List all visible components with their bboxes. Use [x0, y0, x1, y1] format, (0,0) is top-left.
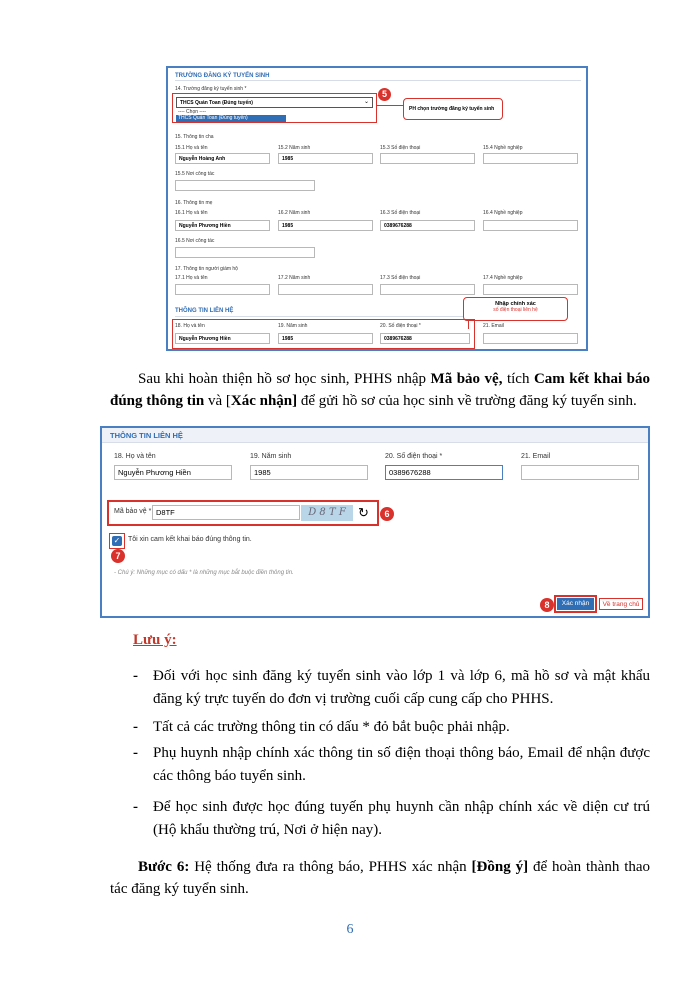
dropdown-option-selected[interactable]: THCS Quán Toan (Đúng tuyến) — [176, 115, 286, 122]
section-header-bar — [102, 428, 648, 443]
instruction-paragraph: Sau khi hoàn thiện hồ sơ học sinh, PHHS nhập Mã bảo vệ, tích Cam kết khai báo đúng thông tin và [Xác nhận] để gửi hồ sơ của học sinh về trường đăng ký tuyển sinh. — [110, 371, 650, 409]
contact-email-label: 21. Email — [521, 453, 551, 460]
contact-phone-input[interactable]: 0389676288 — [380, 333, 470, 344]
divider — [175, 316, 465, 317]
contact-email-input[interactable] — [483, 333, 578, 344]
mother-job-input[interactable] — [483, 220, 578, 231]
callout-phone-note: Nhập chính xác số điện thoại liên hệ — [463, 297, 568, 321]
father-work-input[interactable] — [175, 180, 315, 191]
guardian-year-input[interactable] — [278, 284, 373, 295]
callout-badge-7: 7 — [111, 549, 125, 563]
guardian-job-input[interactable] — [483, 284, 578, 295]
screenshot-form-family — [166, 66, 588, 351]
contact-name-input[interactable]: Nguyễn Phương Hiền — [114, 465, 232, 480]
callout-connector — [377, 105, 405, 106]
father-heading: 15. Thông tin cha — [175, 134, 214, 140]
captcha-input[interactable]: D8TF — [152, 505, 300, 520]
contact-year-input[interactable]: 1985 — [278, 333, 373, 344]
note-item: - Tất cả các trường thông tin có dấu * đỏ bắt buộc phải nhập. — [133, 719, 510, 735]
callout-badge-6: 6 — [380, 507, 394, 521]
contact-phone-label: 20. Số điện thoại * — [380, 323, 421, 329]
captcha-image: D 8 T F — [301, 505, 353, 521]
contact-email-label: 21. Email — [483, 323, 504, 329]
section-contact-heading: THÔNG TIN LIÊN HỆ — [175, 308, 234, 314]
captcha-label: Mã bảo vệ * — [114, 508, 152, 515]
callout-badge-5: 5 — [378, 88, 391, 101]
contact-phone-label: 20. Số điện thoại * — [385, 453, 443, 460]
required-note: - Chú ý: Những mục có dấu * là những mục bắt buộc điền thông tin. — [114, 570, 294, 576]
note-item: - Phụ huynh nhập chính xác thông tin số điện thoại thông báo, Email để nhận được các thông báo tuyển sinh. — [133, 745, 650, 784]
guardian-year-label: 17.2 Năm sinh — [278, 275, 311, 281]
note-item: - Để học sinh được học đúng tuyến phụ huynh cần nhập chính xác về diện cư trú (Hộ khẩu thường trú, Nơi ở hiện nay). — [133, 799, 650, 838]
school-select[interactable]: THCS Quán Toan (Đúng tuyến) — [176, 97, 373, 108]
contact-name-label: 18. Họ và tên — [175, 323, 205, 329]
step6-paragraph: Bước 6: Hệ thống đưa ra thông báo, PHHS xác nhận [Đồng ý] để hoàn thành thao tác đăng ký tuyển sinh. — [110, 859, 651, 897]
school-label: 14. Trường đăng ký tuyển sinh * — [175, 86, 247, 92]
page-number: 6 — [346, 922, 354, 937]
father-year-input[interactable]: 1985 — [278, 153, 373, 164]
mother-phone-input[interactable]: 0389676288 — [380, 220, 475, 231]
father-phone-input[interactable] — [380, 153, 475, 164]
guardian-phone-label: 17.3 Số điện thoại — [380, 275, 421, 281]
mother-name-label: 16.1 Họ và tên — [175, 210, 208, 216]
callout-badge-8: 8 — [540, 598, 554, 612]
dropdown-option[interactable]: ---- Chọn ---- — [178, 109, 207, 115]
commit-checkbox[interactable]: ✓ — [113, 536, 121, 545]
section-contact-heading: THÔNG TIN LIÊN HỆ — [110, 431, 183, 440]
contact-year-label: 19. Năm sinh — [278, 323, 308, 329]
father-job-input[interactable] — [483, 153, 578, 164]
mother-job-label: 16.4 Nghề nghiệp — [483, 210, 523, 216]
confirm-button[interactable]: Xác nhận — [557, 598, 594, 610]
guardian-name-label: 17.1 Họ và tên — [175, 275, 208, 281]
father-work-label: 15.5 Nơi công tác — [175, 171, 215, 177]
mother-name-input[interactable]: Nguyễn Phương Hiền — [175, 220, 270, 231]
commit-text[interactable]: Tôi xin cam kết khai báo đúng thông tin. — [128, 536, 252, 543]
mother-work-label: 16.5 Nơi công tác — [175, 238, 215, 244]
father-year-label: 15.2 Năm sinh — [278, 145, 311, 151]
guardian-heading: 17. Thông tin người giám hộ — [175, 266, 238, 272]
screenshot-contact-confirm — [100, 426, 650, 618]
chevron-down-icon[interactable]: ⌄ — [364, 99, 370, 105]
mother-year-label: 16.2 Năm sinh — [278, 210, 311, 216]
contact-phone-input[interactable]: 0389676288 — [385, 465, 503, 480]
section-school-heading: TRƯỜNG ĐĂNG KÝ TUYỂN SINH — [175, 73, 270, 79]
mother-phone-label: 16.3 Số điện thoại — [380, 210, 421, 216]
callout-select-school: PH chọn trường đăng ký tuyển sinh — [403, 98, 503, 120]
refresh-icon[interactable]: ↻ — [358, 505, 369, 520]
contact-year-input[interactable]: 1985 — [250, 465, 368, 480]
guardian-name-input[interactable] — [175, 284, 270, 295]
contact-email-input[interactable] — [521, 465, 639, 480]
father-phone-label: 15.3 Số điện thoại — [380, 145, 421, 151]
divider — [175, 80, 581, 81]
contact-name-label: 18. Họ và tên — [114, 453, 156, 460]
contact-name-input[interactable]: Nguyễn Phương Hiền — [175, 333, 270, 344]
note-item: - Đối với học sinh đăng ký tuyển sinh vào lớp 1 và lớp 6, mã hồ sơ và mật khẩu đăng ký trực tuyến do đơn vị trường cuối cấp cung cấp cho PHHS. — [133, 668, 650, 707]
father-name-input[interactable]: Nguyễn Hoàng Anh — [175, 153, 270, 164]
father-name-label: 15.1 Họ và tên — [175, 145, 208, 151]
mother-heading: 16. Thông tin mẹ — [175, 200, 213, 206]
guardian-phone-input[interactable] — [380, 284, 475, 295]
mother-year-input[interactable]: 1985 — [278, 220, 373, 231]
guardian-job-label: 17.4 Nghề nghiệp — [483, 275, 523, 281]
father-job-label: 15.4 Nghề nghiệp — [483, 145, 523, 151]
mother-work-input[interactable] — [175, 247, 315, 258]
home-button[interactable]: Về trang chủ — [599, 598, 643, 610]
contact-year-label: 19. Năm sinh — [250, 453, 292, 460]
note-heading: Lưu ý: — [133, 632, 177, 648]
